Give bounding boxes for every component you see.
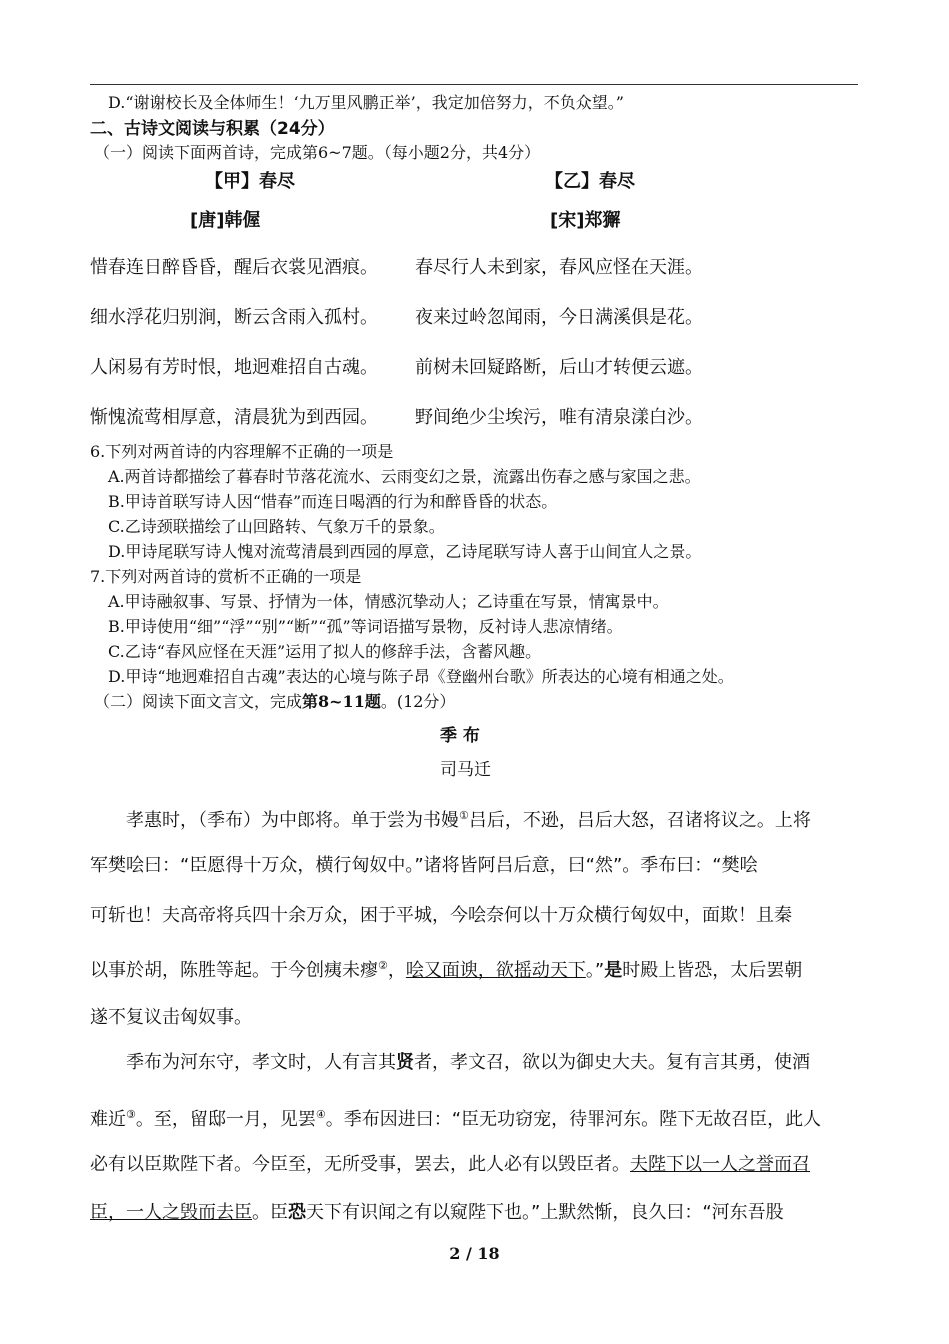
- question-7-option-c: C.乙诗“春风应怪在天涯”运用了拟人的修辞手法，含蓄风趣。: [108, 642, 542, 661]
- paragraph-1-line-4: 以事於胡，陈胜等起。于今创痍未瘳②，哙又面谀，欲摇动天下。”是时殿上皆恐，太后罢朝: [90, 959, 803, 981]
- paragraph-2-line-2: 难近③。至，留邸一月，见罢④。季布因进曰：“臣无功窃宠，待罪河东。陛下无故召臣，此人: [90, 1108, 822, 1130]
- poem-a-line: 人闲易有芳时恨，地迥难招自古魂。: [90, 357, 378, 378]
- page-number: 2 / 18: [449, 1244, 500, 1263]
- poem-b-line: 夜来过岭忽闻雨，今日满溪俱是花。: [415, 307, 703, 328]
- part1-instruction: （一）阅读下面两首诗，完成第6~7题。（每小题2分，共4分）: [94, 143, 541, 162]
- prose-title: 季 布: [440, 726, 480, 746]
- question-7-option-d: D.甲诗“地迥难招自古魂”表达的心境与陈子昂《登幽州台歌》所表达的心境有相通之处。: [108, 667, 734, 686]
- question-7-option-b: B.甲诗使用“细”“浮”“别”“断”“孤”等词语描写景物，反衬诗人悲凉情绪。: [108, 617, 623, 636]
- poem-a-title: 【甲】春尽: [205, 171, 295, 192]
- section-title: 二、古诗文阅读与积累（24分）: [90, 119, 335, 139]
- paragraph-2-line-4: 臣，一人之毁而去臣。臣恐天下有识闻之有以窥陛下也。”上默然惭，良久曰：“河东吾股: [90, 1202, 784, 1223]
- question-7-stem: 7.下列对两首诗的赏析不正确的一项是: [90, 567, 362, 586]
- question-6-option-a: A.两首诗都描绘了暮春时节落花流水、云雨变幻之景，流露出伤春之感与家国之悲。: [108, 467, 701, 486]
- paragraph-1-line-1: 孝惠时，（季布）为中郎将。单于尝为书嫚①吕后，不逊，吕后大怒，召诸将议之。上将: [126, 809, 811, 831]
- poem-b-line: 春尽行人未到家，春风应怪在天涯。: [415, 257, 703, 278]
- poem-a-line: 惜春连日醉昏昏，醒后衣裳见酒痕。: [90, 257, 378, 278]
- poem-b-title: 【乙】春尽: [545, 171, 635, 192]
- paragraph-1-line-5: 遂不复议击匈奴事。: [90, 1007, 252, 1028]
- prose-author: 司马迁: [440, 760, 491, 780]
- part2-instruction: （二）阅读下面文言文，完成第8~11题。(12分）: [94, 692, 456, 711]
- header-rule: [90, 84, 858, 85]
- paragraph-1-line-2: 军樊哙曰：“臣愿得十万众，横行匈奴中。”诸将皆阿吕后意，曰“然”。季布曰：“樊哙: [90, 855, 758, 876]
- poem-b-line: 前树未回疑路断，后山才转便云遮。: [415, 357, 703, 378]
- paragraph-2-line-1: 季布为河东守，孝文时，人有言其贤者，孝文召，欲以为御史大夫。复有言其勇，使酒: [126, 1052, 810, 1073]
- question-6-option-d: D.甲诗尾联写诗人愧对流莺清晨到西园的厚意，乙诗尾联写诗人喜于山间宜人之景。: [108, 542, 702, 561]
- question-7-option-a: A.甲诗融叙事、写景、抒情为一体，情感沉挚动人；乙诗重在写景，情寓景中。: [108, 592, 669, 611]
- poem-b-author: [宋]郑獬: [550, 210, 621, 231]
- poem-b-line: 野间绝少尘埃污，唯有清泉漾白沙。: [415, 407, 703, 428]
- question-6-option-b: B.甲诗首联写诗人因“惜春”而连日喝酒的行为和醉昏昏的状态。: [108, 492, 558, 511]
- poem-a-line: 惭愧流莺相厚意，清晨犹为到西园。: [90, 407, 378, 428]
- paragraph-2-line-3: 必有以臣欺陛下者。今臣至，无所受事，罢去，此人必有以毁臣者。夫陛下以一人之誉而召: [90, 1154, 810, 1175]
- question-6-option-c: C.乙诗颈联描绘了山回路转、气象万千的景象。: [108, 517, 445, 536]
- poem-a-line: 细水浮花归别涧，断云含雨入孤村。: [90, 307, 378, 328]
- question-6-stem: 6.下列对两首诗的内容理解不正确的一项是: [90, 442, 394, 461]
- poem-a-author: [唐]韩偓: [190, 210, 261, 231]
- option-d-previous: D.“谢谢校长及全体师生！‘九万里风鹏正举’，我定加倍努力，不负众望。”: [108, 93, 624, 112]
- paragraph-1-line-3: 可斩也！夫高帝将兵四十余万众，困于平城，今哙奈何以十万众横行匈奴中，面欺！且秦: [90, 905, 792, 926]
